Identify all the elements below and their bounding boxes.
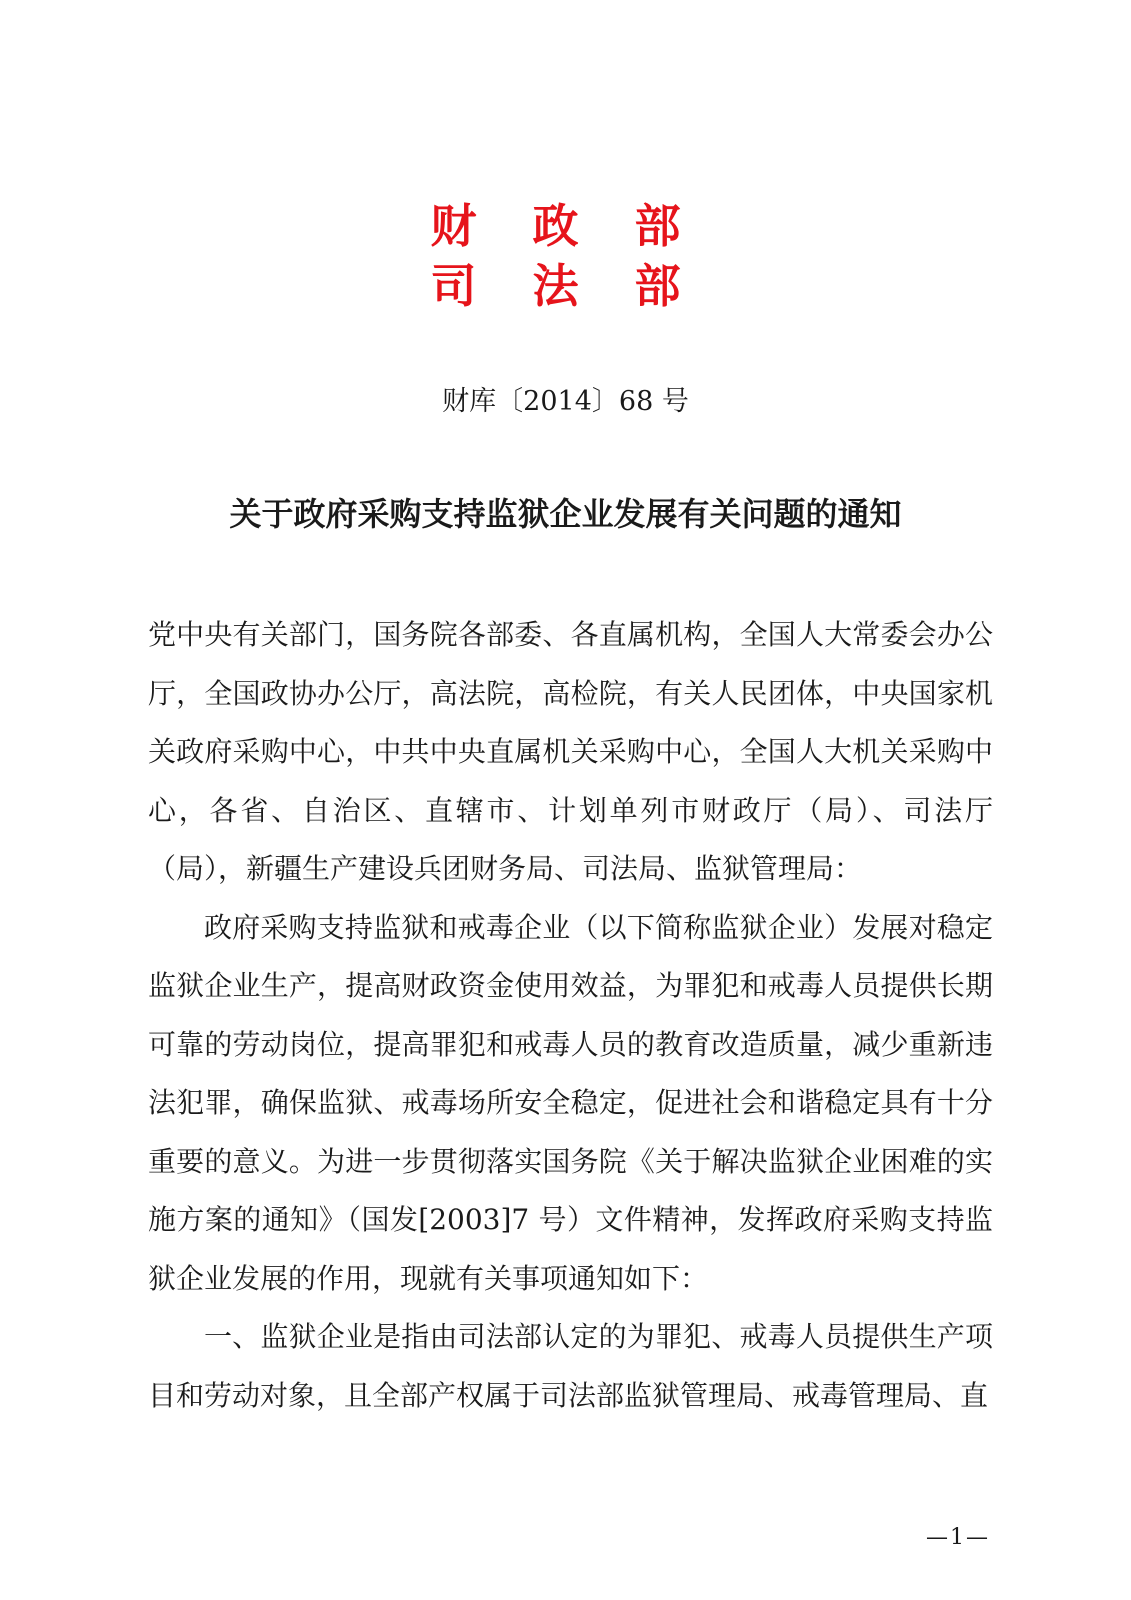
issuer-ministry-of-finance: 财 政 部 bbox=[430, 199, 701, 253]
body-paragraph: 政府采购支持监狱和戒毒企业（以下简称监狱企业）发展对稳定监狱企业生产，提高财政资金使用效益，为罪犯和戒毒人员提供长期可靠的劳动岗位，提高罪犯和戒毒人员的教育改造质量，减少重新违法犯罪，确保监狱、戒毒场所安全稳定，促进社会和谐稳定具有十分重要的意义。为进一步贯彻落实国务院《关于解决监狱企业困难的实施方案的通知》（国发[2003]7 号）文件精神，发挥政府采购支持监狱企业发展的作用，现就有关事项通知如下： bbox=[148, 910, 993, 1295]
addressee-paragraph: 党中央有关部门，国务院各部委、各直属机构，全国人大常委会办公厅，全国政协办公厅，高法院，高检院，有关人民团体，中央国家机关政府采购中心，中共中央直属机关采购中心，全国人大机关采购中心，各省、自治区、直辖市、计划单列市财政厅（局）、司法厅（局），新疆生产建设兵团财务局、司法局、监狱管理局： bbox=[148, 618, 993, 885]
document-title: 关于政府采购支持监狱企业发展有关问题的通知 bbox=[229, 495, 902, 533]
issuer-ministry-of-justice: 司 法 部 bbox=[430, 259, 701, 313]
body-paragraph: 一、监狱企业是指由司法部认定的为罪犯、戒毒人员提供生产项目和劳动对象，且全部产权属于司法部监狱管理局、戒毒管理局、直 bbox=[148, 1320, 993, 1412]
document-number: 财库〔2014〕68 号 bbox=[442, 386, 689, 417]
page-number: —1— bbox=[926, 1525, 990, 1550]
document-body bbox=[148, 606, 993, 1425]
